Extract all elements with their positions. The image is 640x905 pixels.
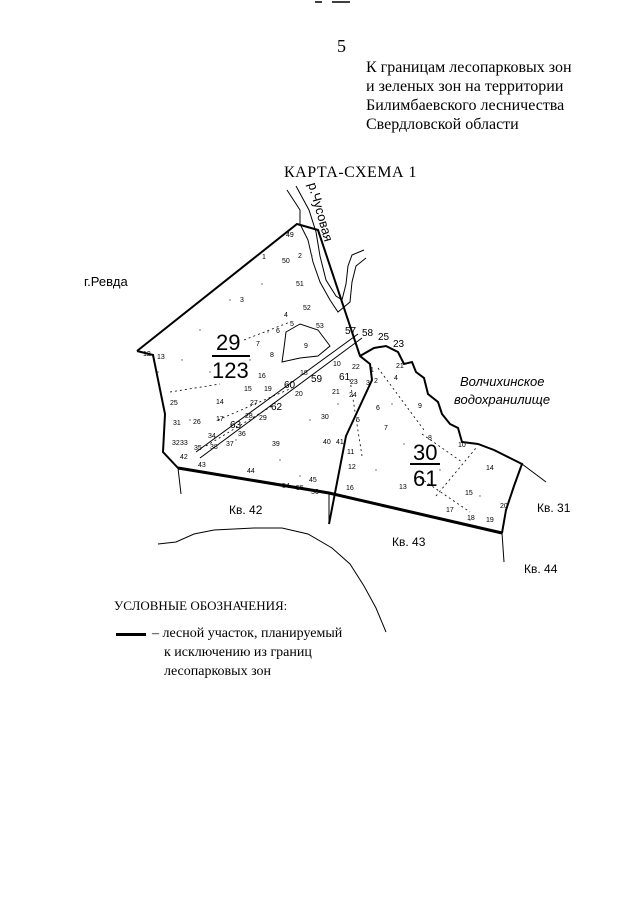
parcel-label: 20: [500, 503, 508, 510]
legend-line: лесопарковых зон: [164, 664, 272, 679]
parcel-label: 30: [321, 414, 329, 421]
quarter-29-number: 29: [216, 330, 241, 355]
parcel-label: 26: [193, 419, 201, 426]
parcel-label: 3: [366, 380, 370, 387]
parcel-label: 62: [271, 402, 283, 413]
parcel-label: 58: [362, 328, 374, 339]
parcel-label: 34: [208, 433, 216, 440]
parcel-label: 17: [216, 416, 224, 423]
parcel-label: 19: [486, 517, 494, 524]
parcel-label: 39: [272, 441, 280, 448]
parcel-label: 6: [276, 328, 280, 335]
parcel-label: 28: [245, 413, 253, 420]
parcel-label: 52: [303, 305, 311, 312]
quarter-30-number: 30: [413, 440, 438, 465]
parcel-label: 33: [180, 440, 188, 447]
parcel-label: 10: [458, 442, 466, 449]
parcel-label: 14: [216, 399, 224, 406]
parcel-label: 51: [296, 281, 304, 288]
quarter-29-area: 123: [212, 358, 249, 383]
parcel-label: 8: [428, 435, 432, 442]
parcel-label: 5: [290, 321, 294, 328]
parcel-label: 10: [333, 361, 341, 368]
parcel-label: 7: [256, 341, 260, 348]
parcel-label: 12: [348, 464, 356, 471]
parcel-label: 29: [259, 415, 267, 422]
parcel-label: 18: [467, 515, 475, 522]
note-line: и зеленых зон на территории: [366, 78, 564, 95]
parcel-label: 49: [286, 232, 294, 239]
parcel-label: 38: [210, 444, 218, 451]
parcel-label: 12: [143, 351, 151, 358]
parcel-label: 21: [332, 389, 340, 396]
page-number: 5: [337, 36, 346, 56]
legend-line: к исключению из границ: [164, 645, 312, 660]
parcel-label: 61: [339, 372, 351, 383]
parcel-label: 3: [240, 297, 244, 304]
parcel-label: 25: [170, 400, 178, 407]
parcel-label: 40: [323, 439, 331, 446]
parcel-label: 45: [309, 477, 317, 484]
parcel-label: 13: [157, 354, 165, 361]
parcel-label: 23: [393, 339, 405, 350]
kv42-label: Кв. 42: [229, 503, 263, 517]
parcel-label: 55: [296, 485, 304, 492]
town-label: г.Ревда: [84, 274, 128, 289]
parcel-label: 9: [304, 343, 308, 350]
parcel-label: 35: [194, 445, 202, 452]
note-line: Свердловской области: [366, 116, 519, 133]
parcel-label: 15: [465, 490, 473, 497]
parcel-label: 2: [374, 378, 378, 385]
parcel-label: 20: [295, 391, 303, 398]
parcel-label: 56: [311, 489, 319, 496]
parcel-label: 36: [238, 431, 246, 438]
parcel-label: 2: [298, 253, 302, 260]
parcel-label: 42: [180, 454, 188, 461]
parcel-label: 19: [264, 386, 272, 393]
parcel-label: 4: [284, 312, 288, 319]
map-title: КАРТА-СХЕМА 1: [284, 164, 418, 181]
parcel-label: 6: [376, 405, 380, 412]
parcel-label: 1: [370, 367, 374, 374]
parcel-label: 16: [258, 373, 266, 380]
reservoir-label-line2: водохранилище: [454, 392, 551, 407]
legend-heading: УСЛОВНЫЕ ОБОЗНАЧЕНИЯ:: [114, 598, 288, 613]
kv43-label: Кв. 43: [392, 535, 426, 549]
parcel-label: 5: [356, 417, 360, 424]
parcel-label: 15: [244, 386, 252, 393]
parcel-label: 44: [247, 468, 255, 475]
parcel-label: 4: [394, 375, 398, 382]
parcel-label: 17: [446, 507, 454, 514]
kv31-label: Кв. 31: [537, 501, 571, 515]
parcel-label: 8: [270, 352, 274, 359]
parcel-label: 21: [396, 363, 404, 370]
parcel-label: 24: [349, 392, 357, 399]
parcel-label: 63: [230, 420, 242, 431]
parcel-label: 14: [486, 465, 494, 472]
parcel-label: 1: [262, 254, 266, 261]
parcel-label: 37: [226, 441, 234, 448]
note-line: К границам лесопарковых зон: [366, 59, 572, 76]
parcel-label: 11: [347, 449, 355, 456]
parcel-label: 25: [378, 332, 390, 343]
parcel-label: 23: [350, 379, 358, 386]
parcel-label: 57: [345, 326, 357, 337]
legend-dash: –: [152, 626, 159, 641]
parcel-label: 7: [384, 425, 388, 432]
parcel-label: 13: [399, 484, 407, 491]
parcel-label: 54: [282, 483, 290, 490]
parcel-label: 60: [284, 380, 296, 391]
parcel-label: 59: [311, 374, 323, 385]
parcel-label: 22: [352, 364, 360, 371]
parcel-label: 41: [336, 439, 344, 446]
parcel-label: 43: [198, 462, 206, 469]
kv44-label: Кв. 44: [524, 562, 558, 576]
parcel-label: 18: [300, 370, 308, 377]
parcel-label: 32: [172, 440, 180, 447]
parcel-label: 9: [418, 403, 422, 410]
parcel-label: 50: [282, 258, 290, 265]
quarter-30-area: 61: [413, 466, 438, 491]
quarter-29-outline: [137, 224, 372, 524]
parcel-label: 53: [316, 323, 324, 330]
legend-line: лесной участок, планируемый: [162, 626, 343, 641]
parcel-label: 16: [346, 485, 354, 492]
parcel-label: 31: [173, 420, 181, 427]
legend-description: [152, 624, 372, 681]
note-line: Билимбаевского лесничества: [366, 97, 565, 114]
reservoir-label-line1: Волчихинское: [460, 374, 545, 389]
legend-line-swatch: [116, 633, 146, 636]
parcel-label: 27: [250, 400, 258, 407]
river-label: р.Чусовая: [305, 180, 337, 244]
